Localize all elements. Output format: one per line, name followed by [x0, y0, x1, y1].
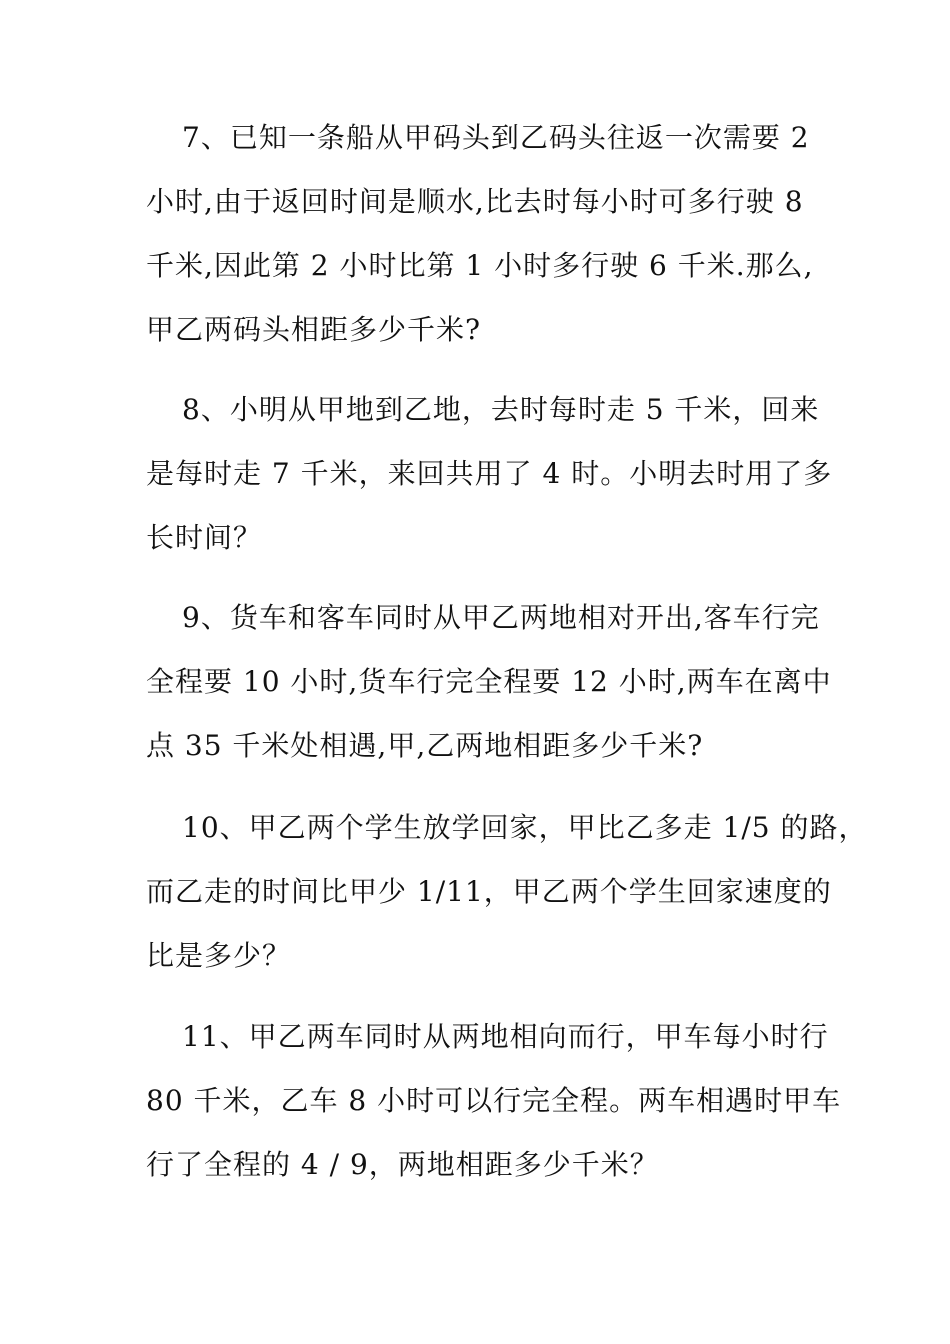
problem-9 [146, 586, 832, 778]
text-line: 9、货车和客车同时从甲乙两地相对开出,客车行完 [182, 601, 820, 634]
problem-10 [146, 796, 868, 988]
text-line: 行了全程的 4 / 9，两地相距多少千米？ [146, 1148, 659, 1181]
text-line: 10、甲乙两个学生放学回家，甲比乙多走 1/5 的路， [182, 811, 868, 844]
text-line: 点 35 千米处相遇,甲,乙两地相距多少千米? [146, 729, 704, 762]
text-line: 全程要 10 小时,货车行完全程要 12 小时,两车在离中 [146, 665, 832, 698]
text-line: 长时间？ [146, 521, 263, 554]
text-line: 80 千米，乙车 8 小时可以行完全程。两车相遇时甲车 [146, 1084, 842, 1117]
problem-11 [146, 1005, 842, 1197]
text-line: 千米,因此第 2 小时比第 1 小时多行驶 6 千米.那么, [146, 249, 814, 282]
text-line: 小时,由于返回时间是顺水,比去时每小时可多行驶 8 [146, 185, 804, 218]
text-line: 8、小明从甲地到乙地，去时每时走 5 千米，回来 [182, 393, 820, 426]
text-line: 甲乙两码头相距多少千米? [146, 313, 482, 346]
text-line: 比是多少？ [146, 939, 292, 972]
text-line: 11、甲乙两车同时从两地相向而行，甲车每小时行 [182, 1020, 829, 1053]
problem-7 [146, 106, 814, 362]
problem-8 [146, 378, 833, 570]
text-line: 而乙走的时间比甲少 1/11，甲乙两个学生回家速度的 [146, 875, 832, 908]
text-line: 7、已知一条船从甲码头到乙码头往返一次需要 2 [182, 121, 810, 154]
text-line: 是每时走 7 千米，来回共用了 4 时。小明去时用了多 [146, 457, 833, 490]
